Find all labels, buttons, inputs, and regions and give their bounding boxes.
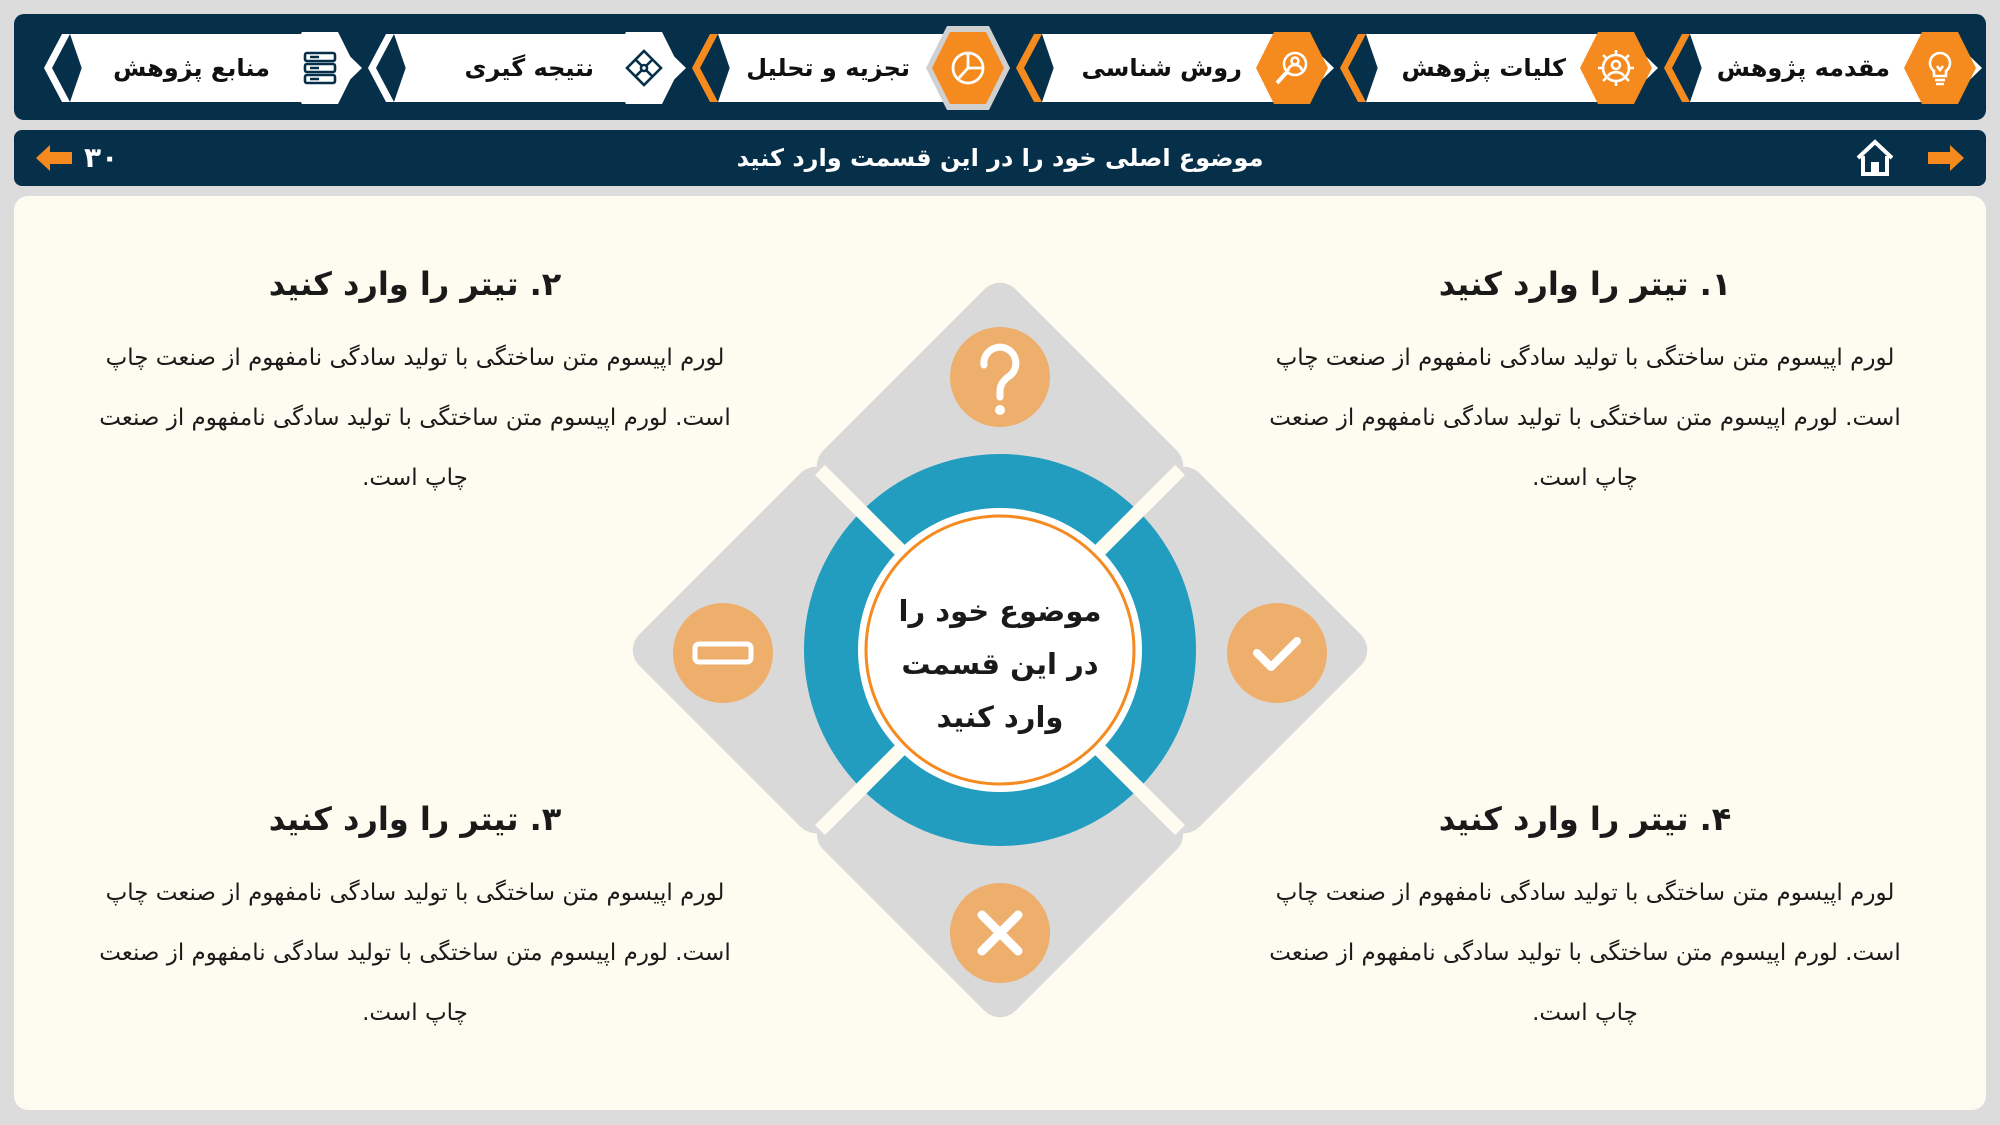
center-topic-line: موضوع خود را (898, 594, 1102, 628)
nav-tab-label: منابع پژوهش (113, 54, 270, 82)
nav-tab-label: کلیات پژوهش (1401, 54, 1566, 82)
chevron-left-icon (40, 34, 70, 102)
nav-tab-introduction[interactable] (1660, 34, 1982, 102)
top-navigation (14, 14, 1986, 120)
center-topic-line: در این قسمت (901, 647, 1099, 681)
nav-tab-methodology[interactable] (1012, 34, 1334, 102)
item-title: ۴. تیتر را وارد کنید (1438, 800, 1732, 838)
check-icon (1227, 603, 1327, 703)
question-icon (950, 327, 1050, 427)
page-title: موضوع اصلی خود را در این قسمت وارد کنید (736, 144, 1264, 172)
nav-tab-references[interactable] (40, 34, 362, 102)
nav-tab-overview[interactable] (1336, 34, 1658, 102)
nav-tab-label: مقدمه پژوهش (1716, 54, 1890, 82)
chevron-left-icon (364, 34, 394, 102)
chevron-left-icon (688, 34, 718, 102)
nav-tab-label: تجزیه و تحلیل (746, 54, 910, 82)
nav-tab-analysis[interactable] (688, 34, 1010, 102)
title-bar (14, 130, 1986, 186)
center-topic (867, 585, 1133, 744)
item-4 (1265, 797, 1905, 1043)
minus-icon (673, 603, 773, 703)
home-icon[interactable] (1854, 138, 1896, 178)
item-title: ۱. تیتر را وارد کنید (1438, 265, 1732, 303)
chevron-left-icon (1336, 34, 1366, 102)
item-2 (95, 262, 735, 508)
item-body: لورم اپیسوم متن ساختگی با تولید سادگی نامفهوم از صنعت چاپ است. لورم اپیسوم متن ساختگی با تولید سادگی نامفهوم از صنعت چاپ است. (1269, 345, 1901, 491)
item-3 (95, 797, 735, 1043)
center-topic-line: وارد کنید (936, 700, 1064, 734)
item-title: ۳. تیتر را وارد کنید (268, 800, 562, 838)
nav-tab-conclusion[interactable] (364, 34, 686, 102)
item-1 (1265, 262, 1905, 508)
chevron-left-icon (1660, 34, 1690, 102)
item-body: لورم اپیسوم متن ساختگی با تولید سادگی نامفهوم از صنعت چاپ است. لورم اپیسوم متن ساختگی با تولید سادگی نامفهوم از صنعت چاپ است. (99, 880, 731, 1026)
page-number: ۳۰ (84, 141, 119, 174)
arrow-right-icon[interactable] (1926, 142, 1966, 174)
item-body: لورم اپیسوم متن ساختگی با تولید سادگی نامفهوم از صنعت چاپ است. لورم اپیسوم متن ساختگی با تولید سادگی نامفهوم از صنعت چاپ است. (1269, 880, 1901, 1026)
item-body: لورم اپیسوم متن ساختگی با تولید سادگی نامفهوم از صنعت چاپ است. لورم اپیسوم متن ساختگی با تولید سادگی نامفهوم از صنعت چاپ است. (99, 345, 731, 491)
chevron-left-icon (1012, 34, 1042, 102)
item-title: ۲. تیتر را وارد کنید (268, 265, 562, 303)
nav-tab-label: روش شناسی (1081, 54, 1242, 82)
x-icon (950, 883, 1050, 983)
nav-tab-label: نتیجه گیری (464, 54, 594, 82)
